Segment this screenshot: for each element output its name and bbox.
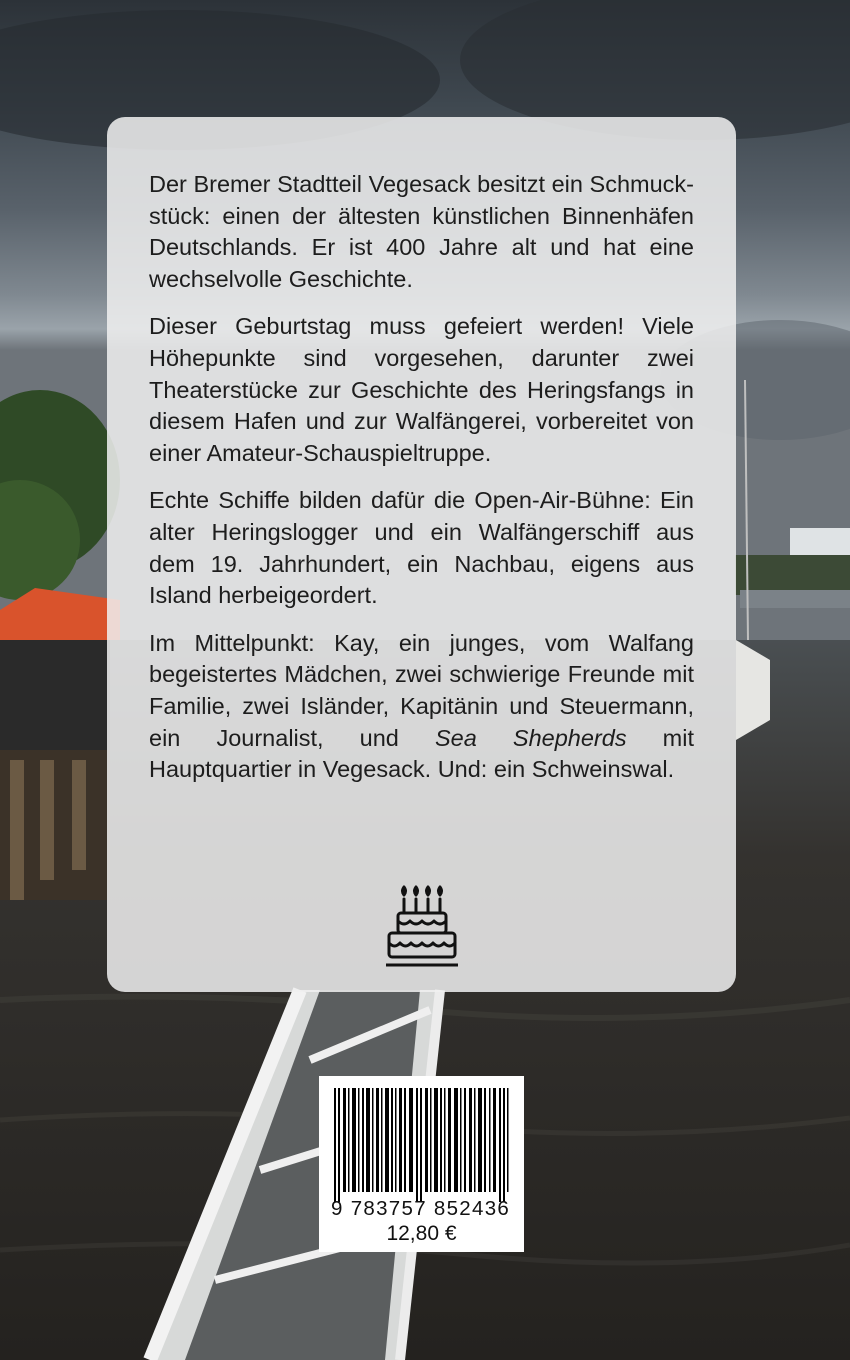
blurb-text-after: mit Hauptquartier in Vegesack. Und: ein Schweinswal. xyxy=(149,724,695,783)
blurb-paragraph-last xyxy=(149,628,694,786)
blurb-text xyxy=(149,169,694,786)
sea-shepherds-italic: Sea Shepherds xyxy=(434,724,627,751)
isbn-number: 9 783757 852436 xyxy=(331,1197,511,1220)
barcode-label xyxy=(319,1076,524,1252)
blurb-paragraph: Der Bremer Stadtteil Vegesack besitzt ein Schmuckstück: einen der ältesten künstlichen Binnenhäfen Deutschlands. Er ist 400 Jahre alt und hat eine wechselvolle Geschichte. xyxy=(149,171,694,292)
blurb-paragraph: Echte Schiffe bilden dafür die Open-Air-Bühne: Ein alter Heringslogger und ein Walfängerschiff aus dem 19. Jahrhundert, ein Nachbau, eigens aus Island herbeigeordert. xyxy=(149,487,694,609)
blurb-paragraph: Dieser Geburtstag muss gefeiert werden! Viele Höhepunkte sind vorgesehen, darunter zwei Theaterstücke zur Geschichte des Heringsfangs in diesem Hafen und zur Walfängerei, vorbereitet von einer Amateur-Schauspieltruppe. xyxy=(149,313,694,466)
blurb-panel xyxy=(107,117,736,992)
blurb-text-before: Im Mittelpunkt: Kay, ein junges, vom Walfang begeistertes Mädchen, zwei schwierige Freunde mit Familie, zwei Isländer, Kapitänin und Steuermann, ein Journalist, und xyxy=(149,629,694,751)
price: 12,80 € xyxy=(386,1222,457,1245)
isbn-barcode-icon xyxy=(334,1088,510,1202)
birthday-cake-icon xyxy=(386,885,458,971)
